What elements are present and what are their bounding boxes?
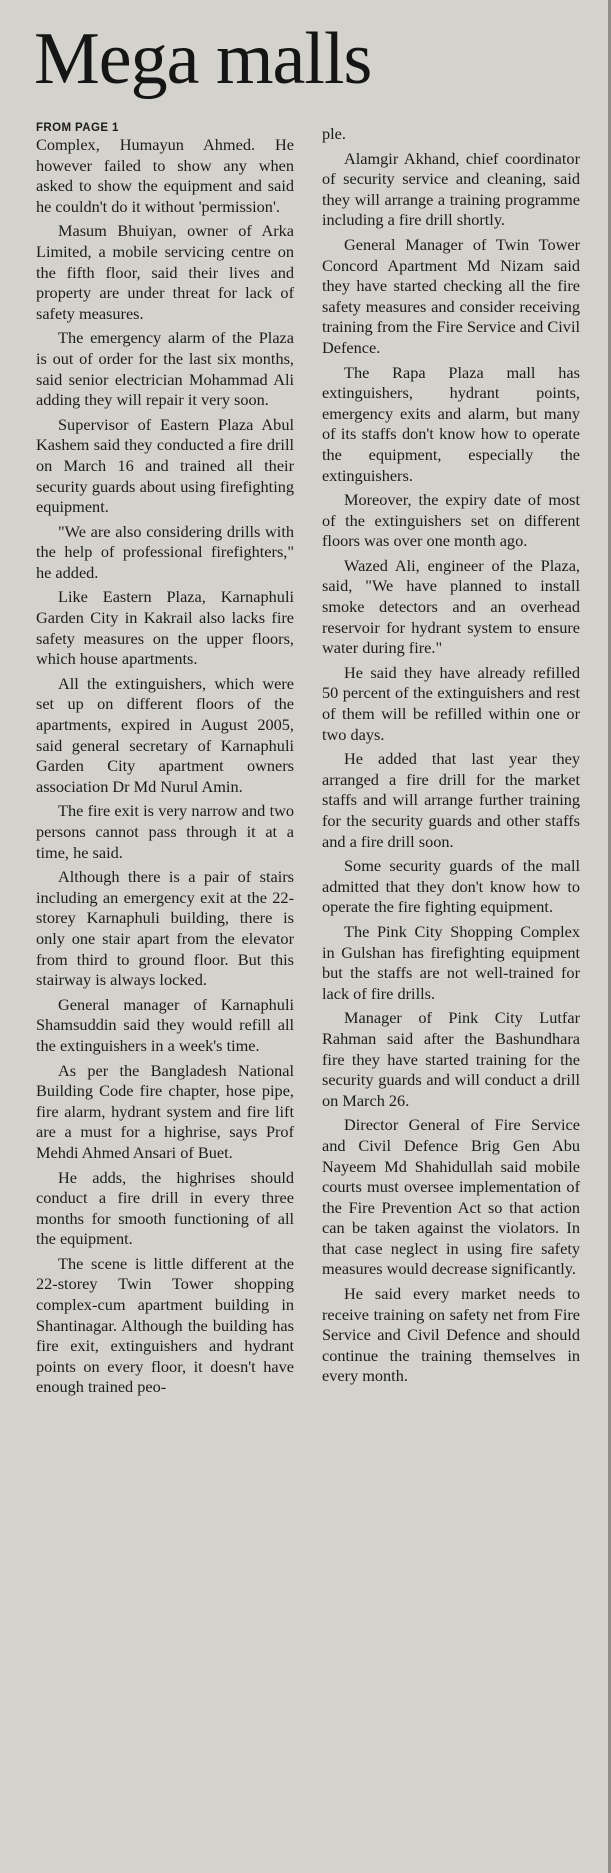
paragraph: As per the Bangladesh National Building Code fire chapter, hose pipe, fire alarm, hydrant system and fire lift are a must for a highrise, says Prof Mehdi Ahmed Ansari of Buet. bbox=[36, 1060, 294, 1162]
article-column-left bbox=[36, 124, 294, 1402]
paragraph: Masum Bhuiyan, owner of Arka Limited, a mobile servicing centre on the fifth floor, said their lives and property are under threat for lack of safety measures. bbox=[36, 221, 294, 323]
paragraph: General manager of Karnaphuli Shamsuddin said they would refill all the extinguishers in a week's time. bbox=[36, 994, 294, 1055]
paragraph: Director General of Fire Service and Civil Defence Brig Gen Abu Nayeem Md Shahidullah said mobile courts must oversee implementation of the Fire Prevention Act so that action can be taken against the violators. In that case neglect in using fire safety measures would decrease significantly. bbox=[322, 1115, 580, 1279]
paragraph: The Rapa Plaza mall has extinguishers, hydrant points, emergency exits and alarm, but many of its staffs don't know how to operate the equipment, especially the extinguishers. bbox=[322, 362, 580, 485]
paragraph: He said they have already refilled 50 percent of the extinguishers and rest of them will be refilled within one or two days. bbox=[322, 662, 580, 744]
paragraph: Wazed Ali, engineer of the Plaza, said, "We have planned to install smoke detectors and an overhead reservoir for hydrant system to ensure water during fire." bbox=[322, 555, 580, 658]
paragraph: Complex, Humayun Ahmed. He however failed to show any when asked to show the equipment and said he couldn't do it without 'permission'. bbox=[36, 135, 294, 216]
paragraph: He added that last year they arranged a fire drill for the market staffs and will arrange further training for the security guards and other staffs and a fire drill soon. bbox=[322, 749, 580, 851]
continuation-kicker: FROM PAGE 1 bbox=[36, 122, 119, 134]
paragraph: The emergency alarm of the Plaza is out of order for the last six months, said senior electrician Mohammad Ali adding they will repair it very soon. bbox=[36, 328, 294, 410]
paragraph: The Pink City Shopping Complex in Gulshan has firefighting equipment but the staffs are not well-trained for lack of fire drills. bbox=[322, 921, 580, 1003]
paragraph: Moreover, the expiry date of most of the extinguishers set on different floors was over one month ago. bbox=[322, 490, 580, 551]
paragraph: The fire exit is very narrow and two persons cannot pass through it at a time, he said. bbox=[36, 801, 294, 862]
paragraph: He adds, the highrises should conduct a fire drill in every three months for smooth functioning of all the equipment. bbox=[36, 1167, 294, 1249]
paragraph: Like Eastern Plaza, Karnaphuli Garden City in Kakrail also lacks fire safety measures on the upper floors, which house apartments. bbox=[36, 587, 294, 669]
paragraph: The scene is little different at the 22-storey Twin Tower shopping complex-cum apartment building in Shantinagar. Although the building has fire exit, extinguishers and hydrant points on every floor, it doesn't have enough trained peo- bbox=[36, 1253, 294, 1397]
paragraph: General Manager of Twin Tower Concord Apartment Md Nizam said they have started checking all the fire safety measures and consider receiving training from the Fire Service and Civil Defence. bbox=[322, 234, 580, 357]
article-column-right bbox=[322, 124, 580, 1391]
headline: Mega malls bbox=[34, 18, 372, 100]
paragraph: "We are also considering drills with the help of professional firefighters," he added. bbox=[36, 521, 294, 582]
paragraph: Manager of Pink City Lutfar Rahman said after the Bashundhara fire they have started training for the security guards and will conduct a drill on March 26. bbox=[322, 1008, 580, 1110]
paragraph: Supervisor of Eastern Plaza Abul Kashem said they conducted a fire drill on March 16 and trained all their security guards about using firefighting equipment. bbox=[36, 414, 294, 517]
paragraph: Some security guards of the mall admitted that they don't know how to operate the fire fighting equipment. bbox=[322, 856, 580, 917]
paragraph: Although there is a pair of stairs including an emergency exit at the 22-storey Karnaphuli building, there is only one stair apart from the elevator from third to ground floor. But this stairway is always locked. bbox=[36, 867, 294, 990]
paragraph: Alamgir Akhand, chief coordinator of security service and cleaning, said they will arrange a training programme including a fire drill shortly. bbox=[322, 148, 580, 230]
paragraph: He said every market needs to receive training on safety net from Fire Service and Civil Defence and should continue the training themselves in every month. bbox=[322, 1284, 580, 1386]
paragraph: ple. bbox=[322, 124, 346, 143]
paragraph: All the extinguishers, which were set up on different floors of the apartments, expired in August 2005, said general secretary of Karnaphuli Garden City apartment owners association Dr Md Nurul Amin. bbox=[36, 673, 294, 796]
